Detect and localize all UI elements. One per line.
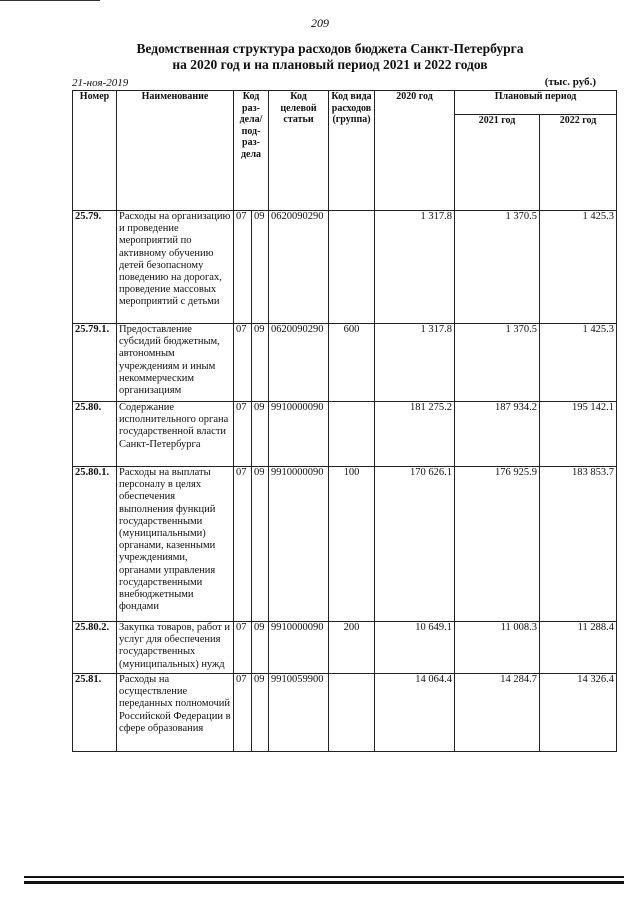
row-target-code: 9910000090 [269, 402, 329, 467]
row-number: 25.79.1. [73, 324, 117, 402]
row-subsection: 09 [252, 324, 269, 402]
row-value-2021: 1 370.5 [455, 211, 540, 324]
row-value-2022: 195 142.1 [540, 402, 617, 467]
row-expense-type: 200 [329, 622, 375, 674]
table-row [73, 674, 617, 752]
row-value-2020: 14 064.4 [375, 674, 455, 752]
row-value-2020: 1 317.8 [375, 211, 455, 324]
row-value-2022: 183 853.7 [540, 467, 617, 622]
row-target-code: 0620090290 [269, 211, 329, 324]
row-value-2021: 187 934.2 [455, 402, 540, 467]
table-row [73, 211, 617, 324]
header-expense-type: Код вида расходов (группа) [329, 91, 375, 211]
row-expense-type [329, 402, 375, 467]
header-section-code: Код раз-дела/ под-раз-дела [234, 91, 269, 211]
row-target-code: 9910059900 [269, 674, 329, 752]
table-row [73, 622, 617, 674]
header-2021: 2021 год [455, 115, 540, 211]
row-number: 25.80.1. [73, 467, 117, 622]
row-value-2020: 170 626.1 [375, 467, 455, 622]
row-expense-type [329, 674, 375, 752]
row-value-2022: 1 425.3 [540, 211, 617, 324]
row-value-2022: 1 425.3 [540, 324, 617, 402]
row-value-2020: 10 649.1 [375, 622, 455, 674]
row-name: Содержание исполнительного органа государственной власти Санкт-Петербурга [117, 402, 234, 467]
document-title [60, 41, 600, 73]
header-2022: 2022 год [540, 115, 617, 211]
title-line-2: на 2020 год и на плановый период 2021 и 2022 годов [172, 57, 488, 72]
title-line-1: Ведомственная структура расходов бюджета Санкт-Петербурга [136, 41, 524, 56]
top-rule [0, 0, 100, 1]
page-number: 209 [311, 16, 329, 30]
row-value-2020: 181 275.2 [375, 402, 455, 467]
row-value-2020: 1 317.8 [375, 324, 455, 402]
row-expense-type [329, 211, 375, 324]
row-name: Закупка товаров, работ и услуг для обеспечения государственных (муниципальных) нужд [117, 622, 234, 674]
footer-rule [24, 876, 624, 878]
row-value-2021: 11 008.3 [455, 622, 540, 674]
row-section: 07 [234, 467, 252, 622]
row-section: 07 [234, 211, 252, 324]
row-value-2021: 1 370.5 [455, 324, 540, 402]
header-planned-period: Плановый период [455, 91, 617, 115]
row-name: Расходы на осуществление переданных полномочий Российской Федерации в сфере образования [117, 674, 234, 752]
document-date: 21-ноя-2019 [72, 77, 129, 89]
header-target-code: Код целевой статьи [269, 91, 329, 211]
footer-rule-thick [24, 881, 624, 884]
header-2020: 2020 год [375, 91, 455, 211]
row-section: 07 [234, 622, 252, 674]
table-row [73, 467, 617, 622]
row-section: 07 [234, 402, 252, 467]
header-name: Наименование [117, 91, 234, 211]
row-subsection: 09 [252, 402, 269, 467]
row-value-2021: 176 925.9 [455, 467, 540, 622]
row-section: 07 [234, 674, 252, 752]
row-target-code: 0620090290 [269, 324, 329, 402]
units-label: (тыс. руб.) [544, 76, 596, 88]
row-section: 07 [234, 324, 252, 402]
row-name: Расходы на организацию и проведение мероприятий по активному обучению детей безопасному поведению на дорогах, проведение массовых мероприятий с детьми [117, 211, 234, 324]
row-number: 25.80. [73, 402, 117, 467]
row-number: 25.81. [73, 674, 117, 752]
table-row [73, 324, 617, 402]
row-target-code: 9910000090 [269, 622, 329, 674]
row-subsection: 09 [252, 674, 269, 752]
row-value-2022: 11 288.4 [540, 622, 617, 674]
row-subsection: 09 [252, 467, 269, 622]
header-number: Номер [73, 91, 117, 211]
table-row [73, 402, 617, 467]
row-value-2022: 14 326.4 [540, 674, 617, 752]
row-value-2021: 14 284.7 [455, 674, 540, 752]
row-target-code: 9910000090 [269, 467, 329, 622]
budget-table [72, 90, 617, 752]
row-expense-type: 100 [329, 467, 375, 622]
row-subsection: 09 [252, 211, 269, 324]
row-name: Расходы на выплаты персоналу в целях обеспечения выполнения функций государственными (муниципальными) органами, казенными учреждениями, органами управления государственными внебюджетными фондами [117, 467, 234, 622]
row-number: 25.80.2. [73, 622, 117, 674]
row-subsection: 09 [252, 622, 269, 674]
row-expense-type: 600 [329, 324, 375, 402]
row-name: Предоставление субсидий бюджетным, автономным учреждениям и иным некоммерческим организациям [117, 324, 234, 402]
row-number: 25.79. [73, 211, 117, 324]
